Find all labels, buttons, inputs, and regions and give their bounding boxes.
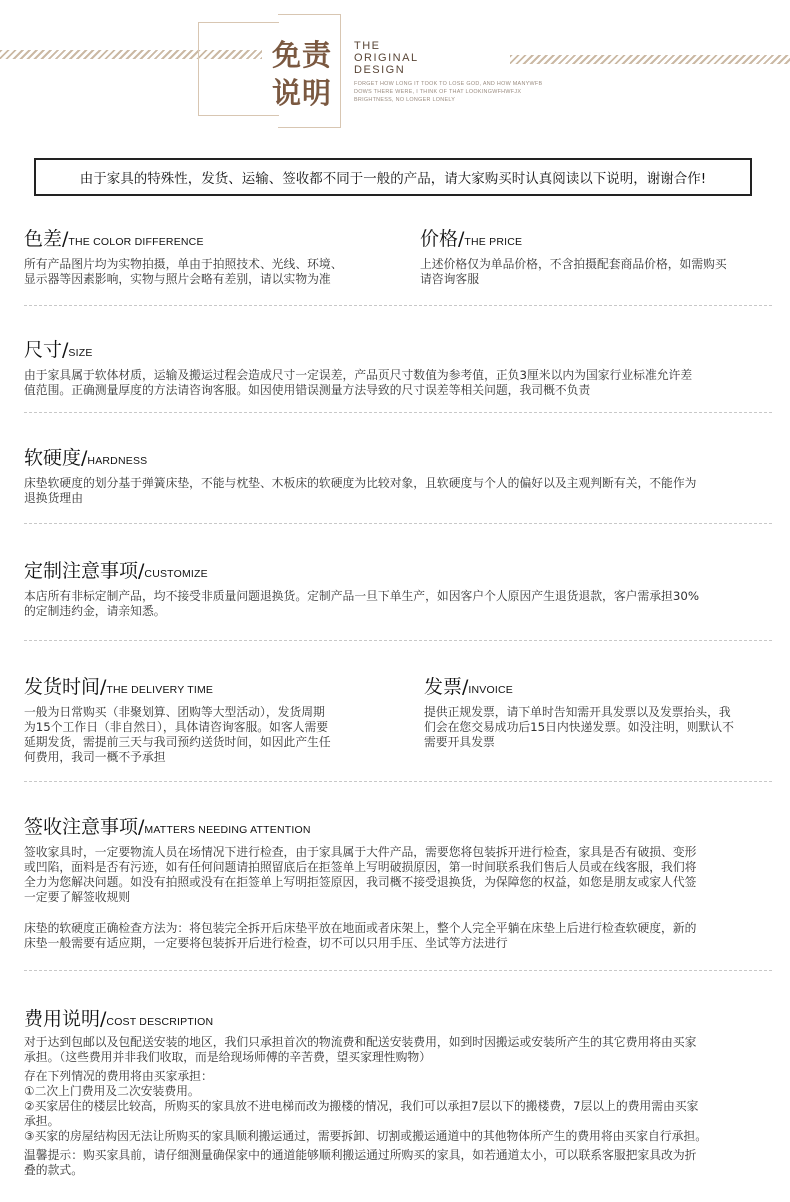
section-customize xyxy=(24,556,774,619)
section-body: 床垫软硬度的划分基于弹簧床垫，不能与枕垫、木板床的软硬度为比较对象，且软硬度与个人的偏好以及主观判断有关，不能作为 退换货理由 xyxy=(24,476,697,505)
section-body: 由于家具属于软体材质，运输及搬运过程会造成尺寸一定误差，产品页尺寸数值为参考值，正负3厘米以内为国家行业标准允许差 值范围。正确测量厚度的方法请咨询客服。如因使用错误测量方法导致的尺寸误差等相关问题，我司概不负责 xyxy=(24,368,693,397)
divider xyxy=(24,523,772,524)
section-receipt xyxy=(24,812,774,951)
section-delivery xyxy=(24,672,384,765)
divider xyxy=(24,781,772,782)
section-body: 上述价格仅为单品价格，不含拍摄配套商品价格，如需购买 请咨询客服 xyxy=(420,257,727,286)
section-body: 本店所有非标定制产品，均不接受非质量问题退换货。定制产品一旦下单生产，如因客户个人原因产生退货退款，客户需承担30% 的定制违约金，请亲知悉。 xyxy=(24,589,700,618)
section-color xyxy=(24,224,384,287)
divider xyxy=(24,412,772,413)
section-body: 床垫的软硬度正确检查方法为：将包装完全拆开后床垫平放在地面或者床架上，整个人完全平躺在床垫上后进行检查软硬度，新的 床垫一般需要有适应期，一定要将包装拆开后进行检查，切不可以只用手压、坐试等方法进行 xyxy=(24,921,697,950)
section-hardness xyxy=(24,443,774,506)
notice-box: 由于家具的特殊性，发货、运输、签收都不同于一般的产品，请大家购买时认真阅读以下说明，谢谢合作! xyxy=(34,158,752,196)
title-english: THE ORIGINAL DESIGN xyxy=(354,40,419,76)
section-body: 温馨提示：购买家具前，请仔细测量确保家中的通道能够顺利搬运通过所购买的家具，如若通道太小，可以联系客服把家具改为折 叠的款式。 xyxy=(24,1148,697,1177)
section-heading: 色差/THE COLOR DIFFERENCE xyxy=(24,228,204,250)
section-heading: 定制注意事项/CUSTOMIZE xyxy=(24,560,208,582)
decorative-stripe-right xyxy=(510,55,790,64)
section-heading: 发票/INVOICE xyxy=(424,676,513,698)
section-heading: 费用说明/COST DESCRIPTION xyxy=(24,1008,214,1030)
section-cost xyxy=(24,1004,774,1178)
section-heading: 软硬度/HARDNESS xyxy=(24,447,148,469)
section-price xyxy=(420,224,770,287)
section-body: 所有产品图片均为实物拍摄，单由于拍照技术、光线、环境、 显示器等因素影响，实物与照片会略有差别，请以实物为准 xyxy=(24,257,343,286)
section-body: 一般为日常购买（非聚划算、团购等大型活动），发货周期 为15个工作日（非自然日），具体请咨询客服。如客人需要 延期发货，需提前三天与我司预约送货时间，如因此产生任 何费用，我司一概不予承担 xyxy=(24,705,331,764)
section-body: 签收家具时，一定要物流人员在场情况下进行检查，由于家具属于大件产品，需要您将包装拆开进行检查，家具是否有破损、变形 或凹陷，面料是否有污迹，如有任何问题请拍照留底后在拒签单上写明破损原因，第一时间联系我们售后人员或在线客服，我们将 全力为您解决问题。如没有拍照或没有在拒签单上写明拒签原因，我司概不接受退换货，为保障您的权益，如您是朋友或家人代签 一定要了解签收规则 xyxy=(24,845,697,904)
divider xyxy=(24,970,772,971)
section-body: 对于达到包邮以及包配送安装的地区，我们只承担首次的物流费和配送安装费用，如到时因搬运或安装所产生的其它费用将由买家 承担。（这些费用并非我们收取，而是给现场师傅的辛苦费，望买家理性购物） xyxy=(24,1035,697,1064)
tagline: FORGET HOW LONG IT TOOK TO LOSE GOD, AND HOW MANYWFB DOWS THERE WERE, I THINK OF THAT LOOKINGWFHWFJX BRIGHTNESS, NO LONGER LONELY xyxy=(354,81,543,103)
section-size xyxy=(24,335,774,398)
page-title: 免责 说明 xyxy=(272,38,333,110)
section-heading: 发货时间/THE DELIVERY TIME xyxy=(24,676,214,698)
section-body: 提供正规发票，请下单时告知需开具发票以及发票抬头，我 们会在您交易成功后15日内快递发票。如没注明，则默认不 需要开具发票 xyxy=(424,705,734,749)
section-invoice xyxy=(424,672,774,750)
decorative-frame xyxy=(198,22,279,116)
section-heading: 尺寸/SIZE xyxy=(24,339,93,361)
section-heading: 价格/THE PRICE xyxy=(420,228,523,250)
divider xyxy=(24,640,772,641)
divider xyxy=(24,305,772,306)
header-banner xyxy=(0,0,790,140)
section-heading: 签收注意事项/MATTERS NEEDING ATTENTION xyxy=(24,816,311,838)
section-body: 存在下列情况的费用将由买家承担： ①二次上门费用及二次安装费用。 ②买家居住的楼层比较高，所购买的家具放不进电梯而改为搬楼的情况，我们可以承担7层以下的搬楼费，7层以上的费用需由买家 承担。 ③买家的房屋结构因无法让所购买的家具顺利搬运通过，需要拆卸、切割或搬运通道中的其他物体所产生的费用将由买家自行承担。 xyxy=(24,1069,708,1143)
